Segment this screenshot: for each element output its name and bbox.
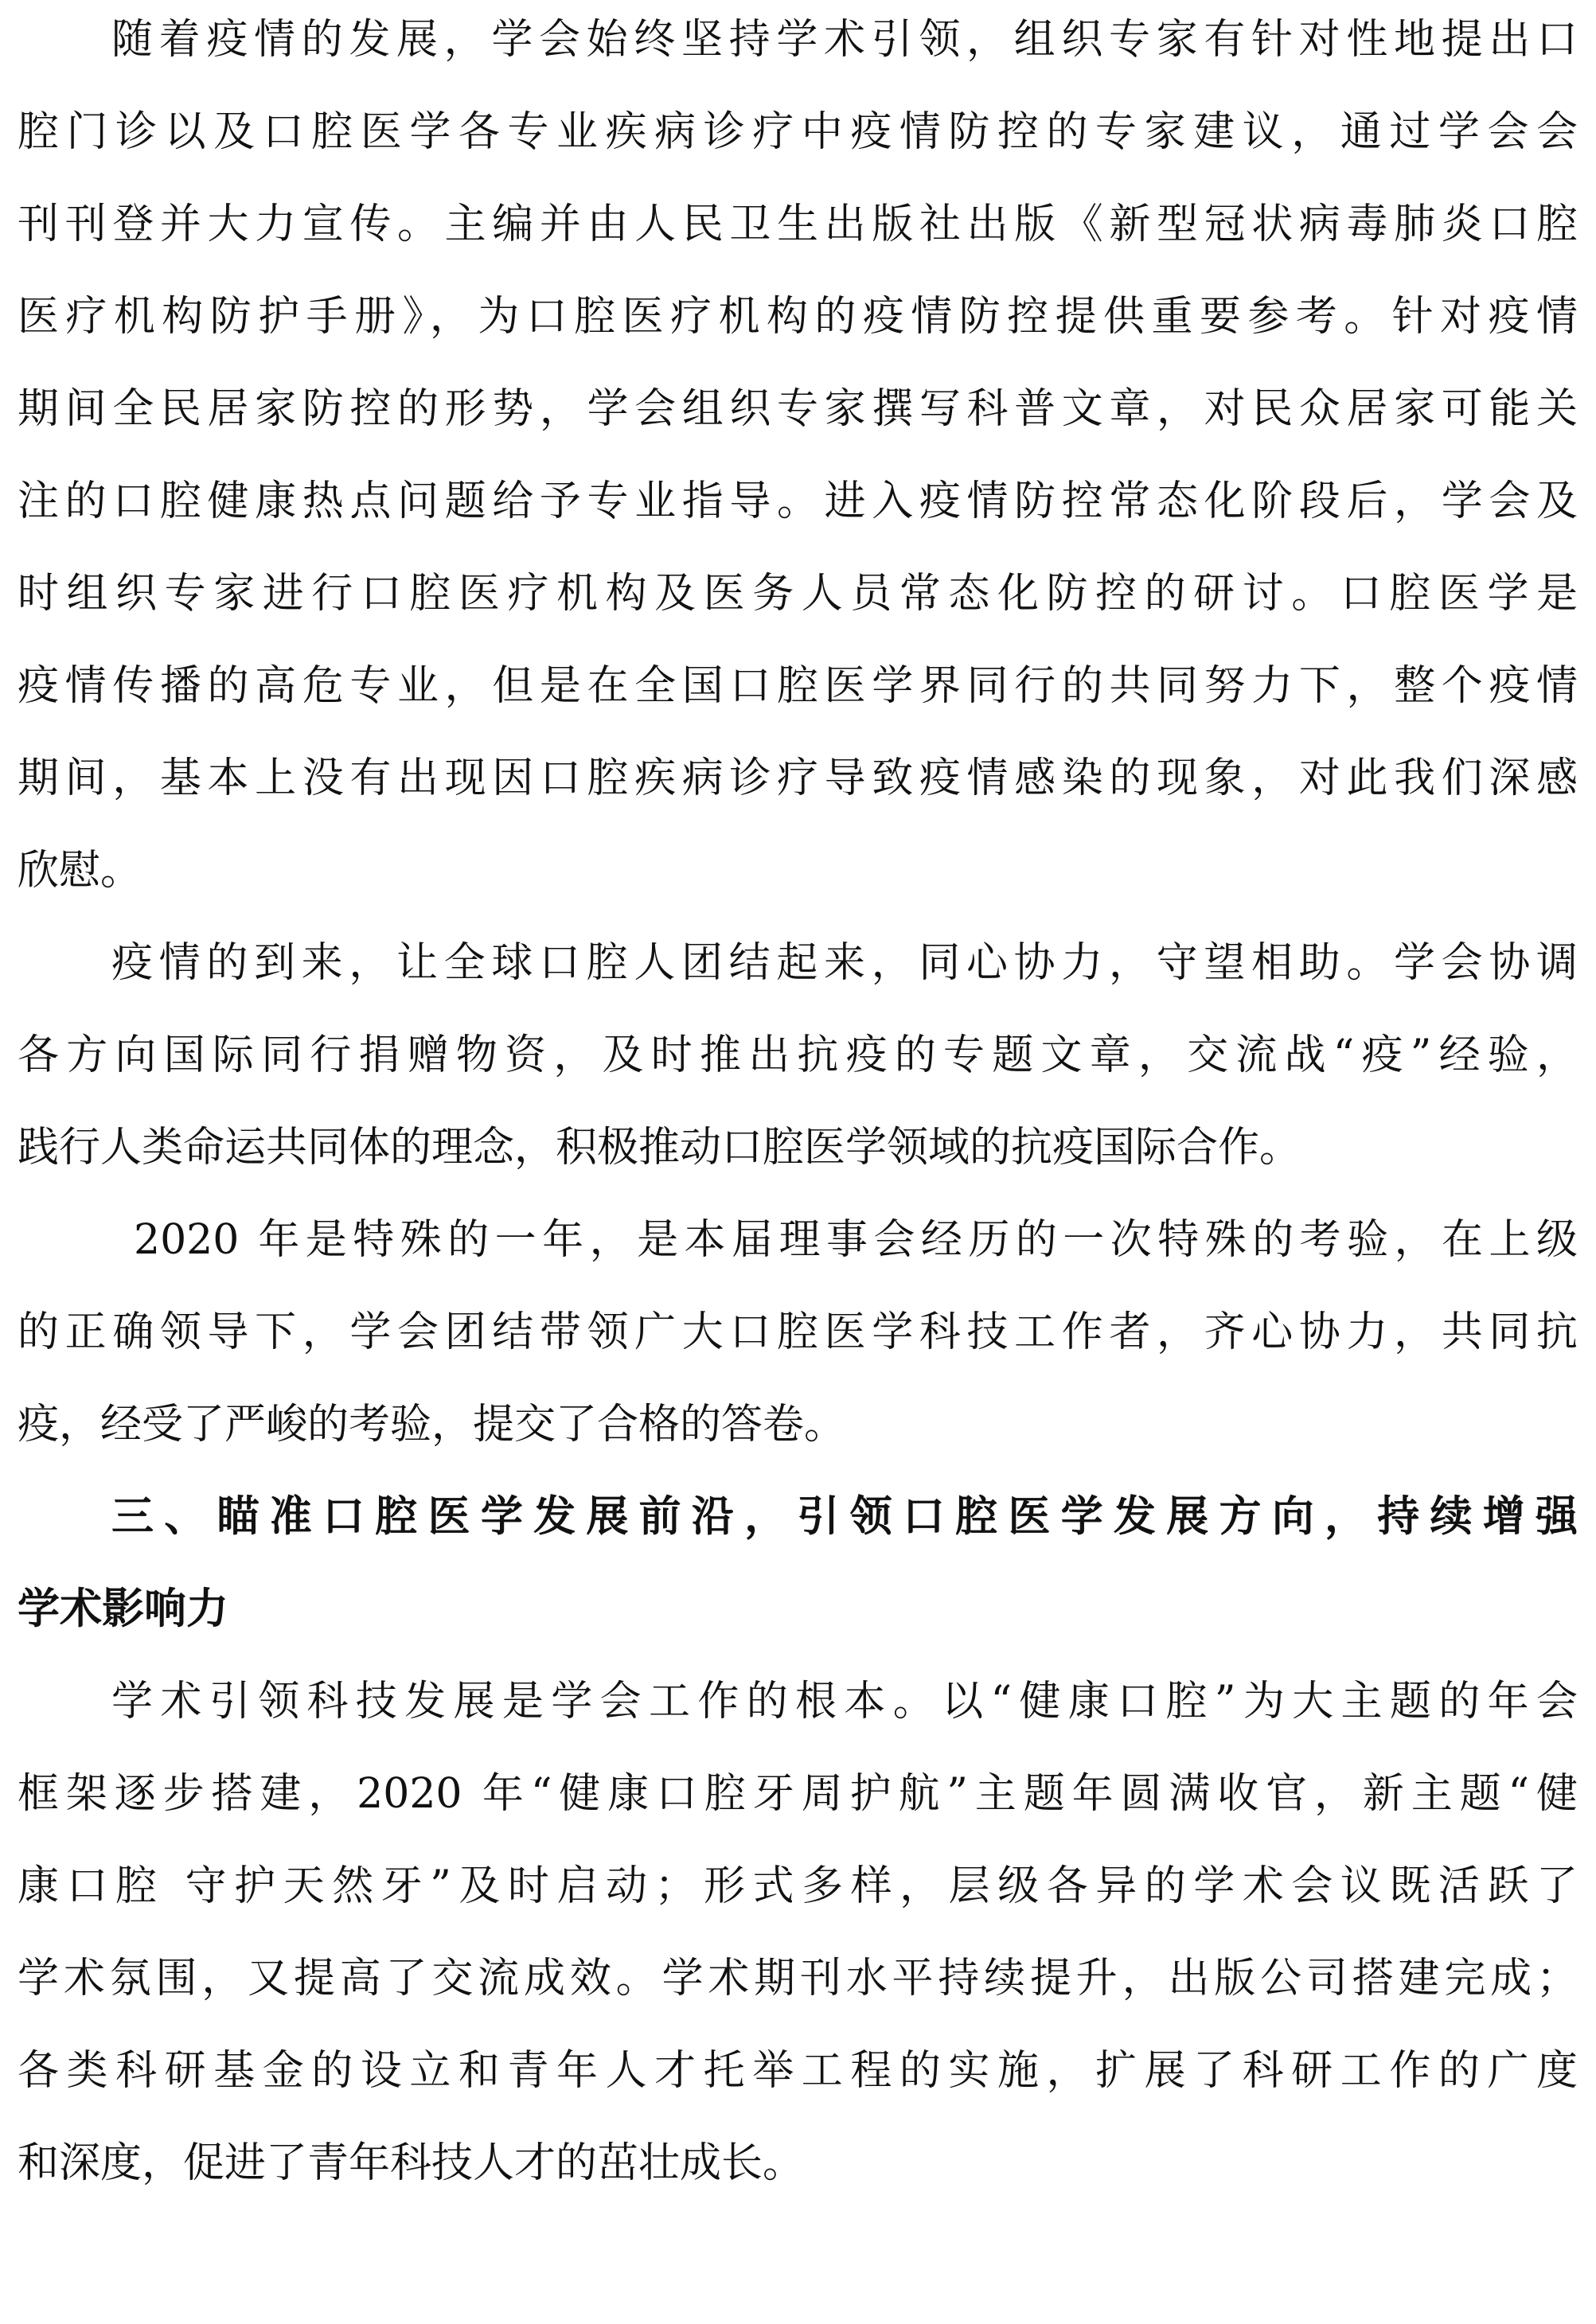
text-line: 随着疫情的发展，学会始终坚持学术引领，组织专家有针对性地提出口 xyxy=(111,16,1578,64)
text-line: 时组织专家进行口腔医疗机构及医务人员常态化防控的研讨。口腔医学是 xyxy=(18,570,1578,618)
text-line: 疫情的到来，让全球口腔人团结起来，同心协力，守望相助。学会协调 xyxy=(111,939,1578,987)
text-line: 和深度，促进了青年科技人才的茁壮成长。 xyxy=(18,2139,805,2187)
text-line: 疫情传播的高危专业，但是在全国口腔医学界同行的共同努力下，整个疫情 xyxy=(18,662,1578,710)
text-line: 2020 年是特殊的一年，是本届理事会经历的一次特殊的考验，在上级 xyxy=(134,1216,1578,1264)
text-line: 注的口腔健康热点问题给予专业指导。进入疫情防控常态化阶段后，学会及 xyxy=(18,478,1578,525)
text-line: 学术氛围，又提高了交流成效。学术期刊水平持续提升，出版公司搭建完成； xyxy=(18,1955,1578,2002)
text-line: 康口腔 守护天然牙”及时启动；形式多样，层级各异的学术会议既活跃了 xyxy=(18,1862,1578,1910)
text-line: 腔门诊以及口腔医学各专业疾病诊疗中疫情防控的专家建议，通过学会会 xyxy=(18,108,1578,156)
text-line: 各方向国际同行捐赠物资，及时推出抗疫的专题文章，交流战“疫”经验， xyxy=(18,1031,1578,1079)
text-line: 学术引领科技发展是学会工作的根本。以“健康口腔”为大主题的年会 xyxy=(111,1678,1578,1725)
text-line: 欣慰。 xyxy=(18,847,142,895)
text-line: 框架逐步搭建，2020 年“健康口腔牙周护航”主题年圆满收官，新主题“健 xyxy=(18,1770,1578,1818)
text-line: 期间全民居家防控的形势，学会组织专家撰写科普文章，对民众居家可能关 xyxy=(18,385,1578,433)
text-line: 各类科研基金的设立和青年人才托举工程的实施，扩展了科研工作的广度 xyxy=(18,2047,1578,2095)
text-line: 疫，经受了严峻的考验，提交了合格的答卷。 xyxy=(18,1401,846,1449)
text-line: 的正确领导下，学会团结带领广大口腔医学科技工作者，齐心协力，共同抗 xyxy=(18,1308,1578,1356)
text-line: 刊刊登并大力宣传。主编并由人民卫生出版社出版《新型冠状病毒肺炎口腔 xyxy=(18,201,1578,248)
text-line: 践行人类命运共同体的理念，积极推动口腔医学领域的抗疫国际合作。 xyxy=(18,1124,1301,1172)
text-line: 医疗机构防护手册》，为口腔医疗机构的疫情防控提供重要参考。针对疫情 xyxy=(18,293,1578,341)
section-heading: 学术影响力 xyxy=(18,1585,228,1633)
section-heading: 三、瞄准口腔医学发展前沿，引领口腔医学发展方向，持续增强 xyxy=(111,1492,1578,1541)
text-line: 期间，基本上没有出现因口腔疾病诊疗导致疫情感染的现象，对此我们深感 xyxy=(18,755,1578,802)
